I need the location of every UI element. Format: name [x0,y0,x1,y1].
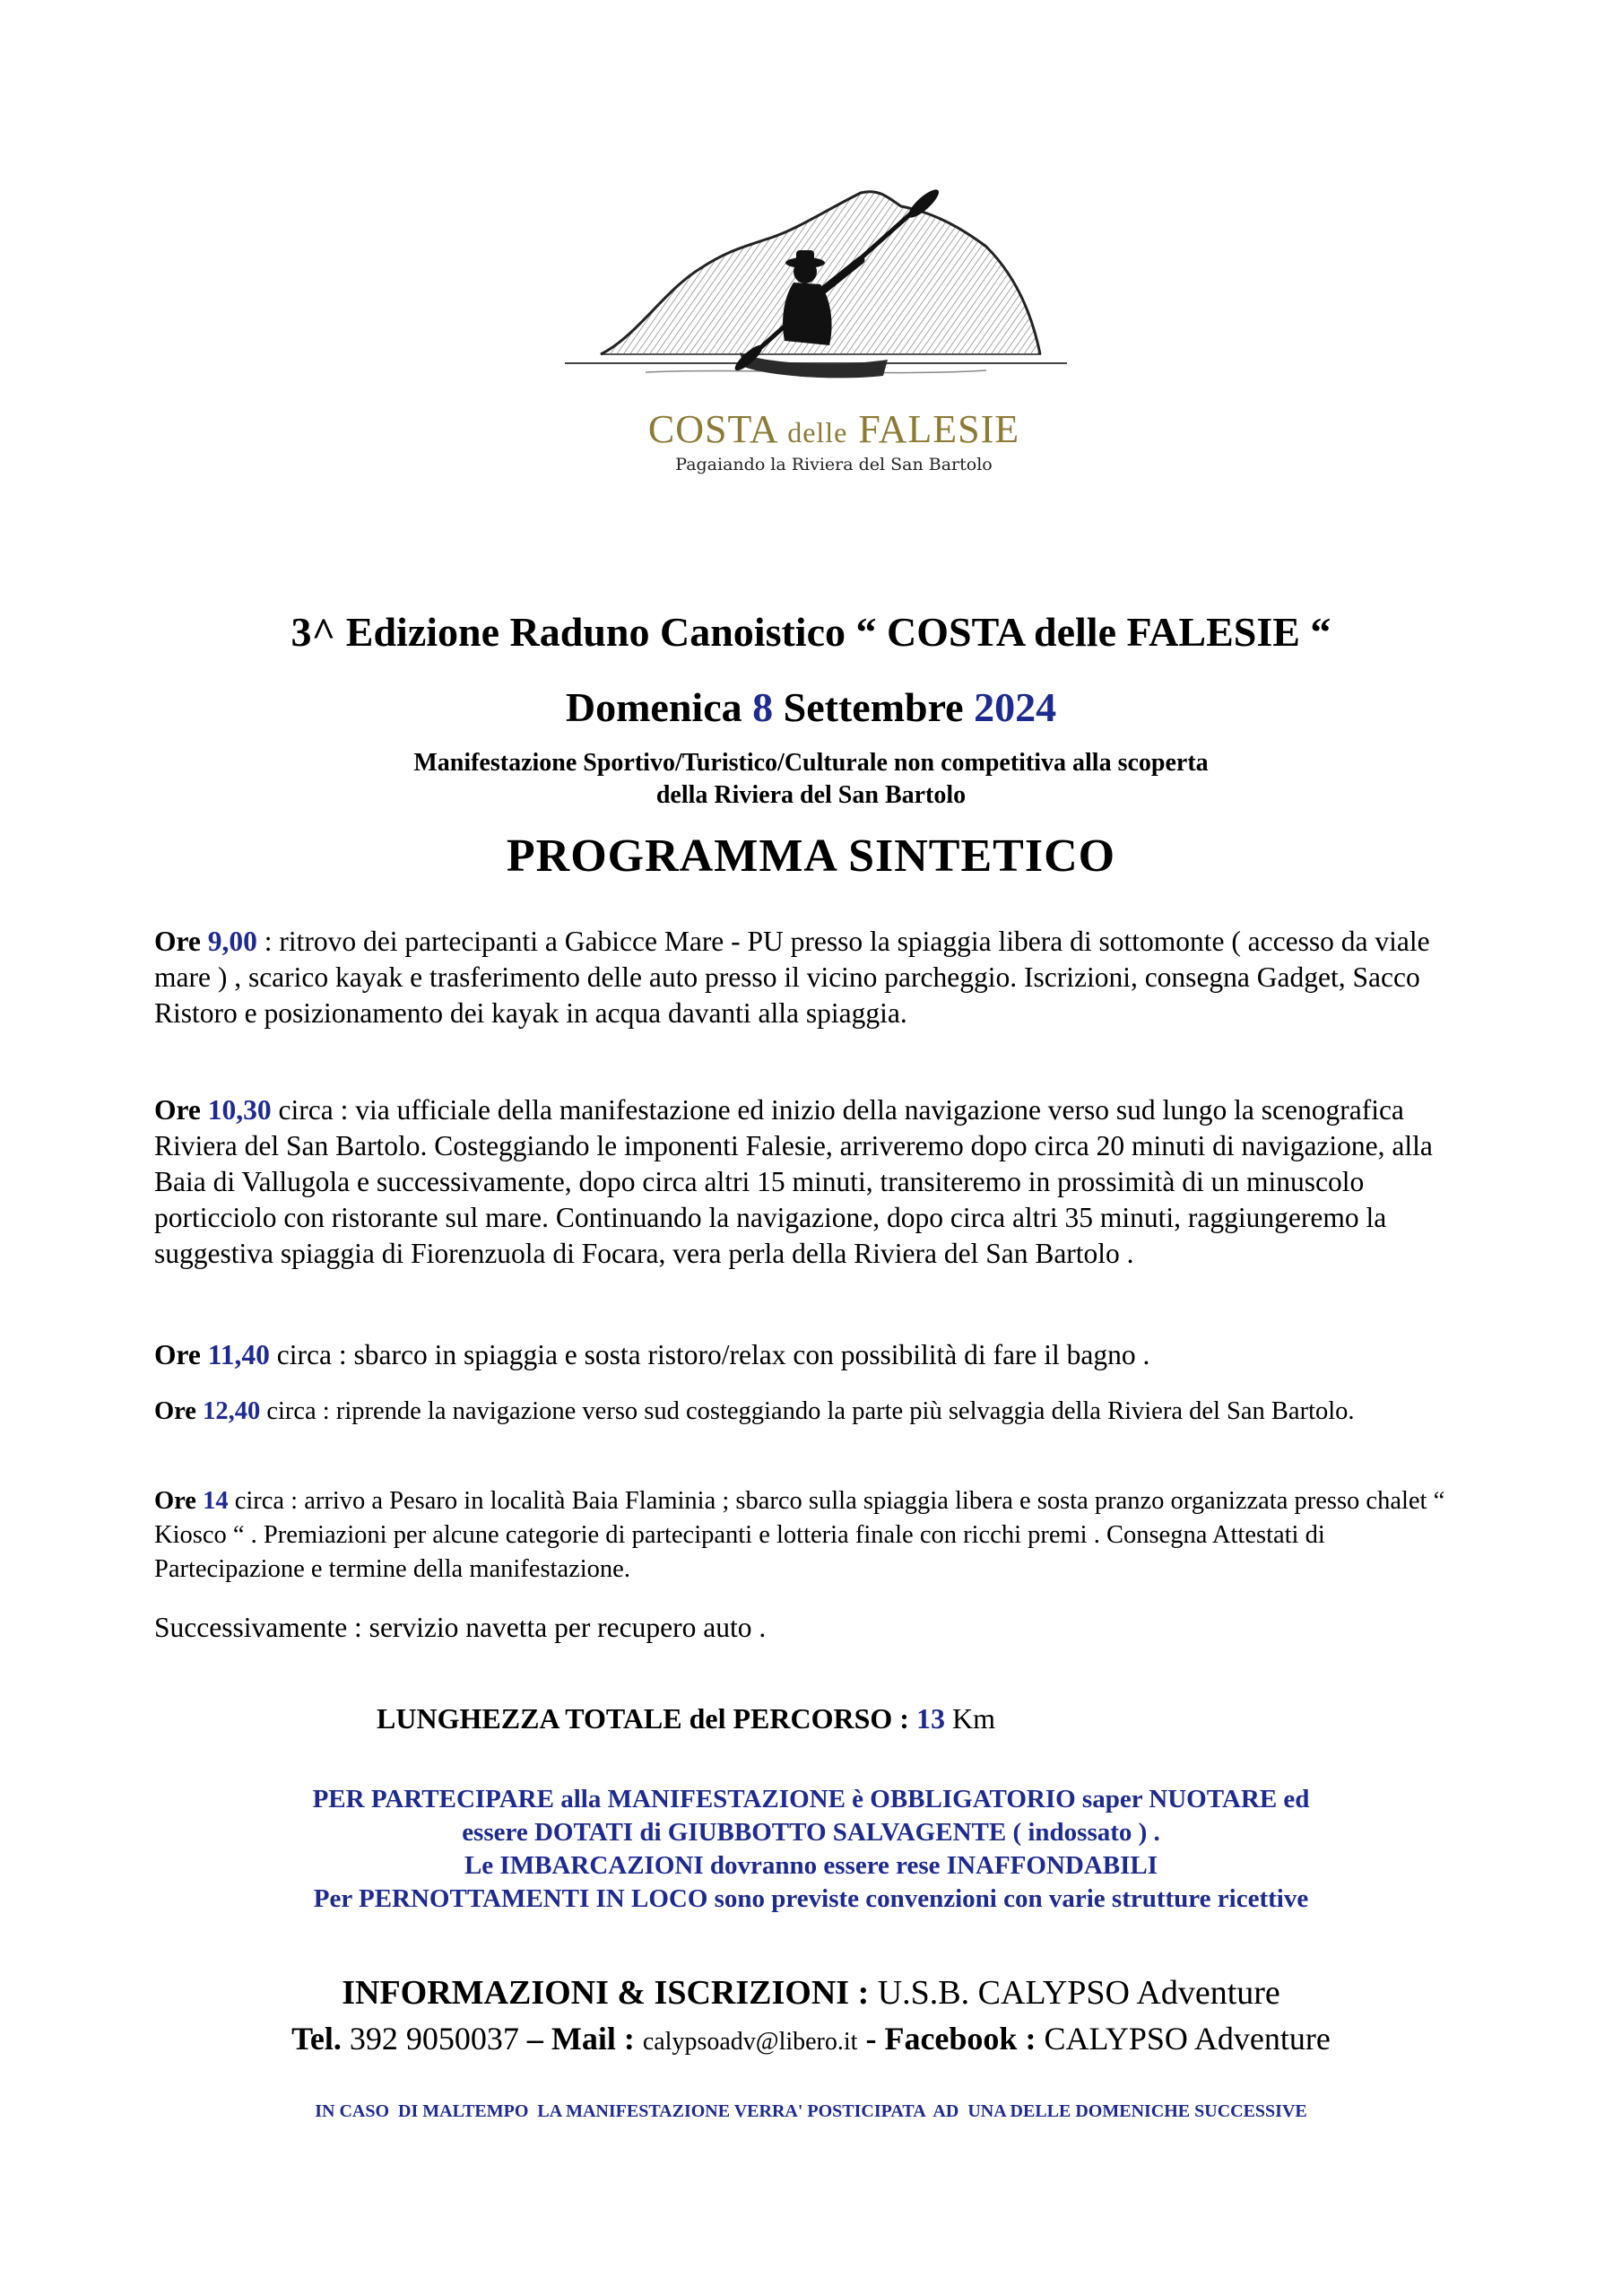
program-text: circa : sbarco in spiaggia e sosta ristoro/relax con possibilità di fare il bagno . [269,1339,1150,1370]
logo-title [601,406,1067,452]
edition-title: 3^ Edizione Raduno Canoistico “ COSTA delle FALESIE “ [291,609,1331,655]
info-label: INFORMAZIONI & ISCRIZIONI : [342,1974,870,2012]
notice-line: PER PARTECIPARE alla MANIFESTAZIONE è OBBLIGATORIO saper NUOTARE ed [312,1785,1310,1813]
tel-label: Tel. [291,2021,342,2057]
program-time: 9,00 [207,926,257,957]
program-time: 12,40 [203,1397,261,1425]
program-item [154,1092,1472,1272]
date-number: 8 [752,684,774,730]
program-prefix: Ore [154,1339,201,1370]
logo-subtitle: Pagaiando la Riviera del San Bartolo [675,455,993,474]
route-length-unit: Km [951,1702,995,1735]
program-prefix: Ore [154,1094,201,1126]
route-length-label: LUNGHEZZA TOTALE del PERCORSO : [377,1702,909,1735]
mail-address[interactable]: calypsoadv@libero.it [642,2028,858,2056]
facebook-page: CALYPSO Adventure [1044,2021,1331,2057]
contact-line: Tel. 392 9050037 – Mail : calypsoadv@libero.it - Facebook : CALYPSO Adventure [291,2021,1331,2057]
event-logo [565,184,1085,480]
program-item [154,1337,1472,1373]
kayaker-cliff-illustration-icon [565,184,1085,408]
logo-title-part1: COSTA [647,407,777,451]
notice-line: essere DOTATI di GIUBBOTTO SALVAGENTE ( indossato ) . [462,1818,1160,1847]
after-note: Successivamente : servizio navetta per recupero auto . [154,1612,767,1643]
notice-line: Per PERNOTTAMENTI IN LOCO sono previste convenzioni con varie strutture ricettive [313,1884,1309,1913]
facebook-label: Facebook : [884,2021,1037,2057]
description-line: della Riviera del San Bartolo [655,781,967,809]
notice-line: Le IMBARCAZIONI dovranno essere rese INAFFONDABILI [464,1851,1158,1880]
route-length [0,1702,1372,1735]
logo-title-part2: delle [787,416,848,448]
program-item [154,1395,1472,1429]
program-text: circa : riprende la navigazione verso sud costeggiando la parte più selvaggia della Riviera del San Bartolo. [260,1397,1355,1425]
date-year: 2024 [974,684,1057,730]
info-line [0,1973,1622,2013]
program-item [154,1484,1472,1587]
program-text: circa : via ufficiale della manifestazione ed inizio della navigazione verso sud lungo la scenografica Riviera del San Bartolo. Costeggiando le imponenti Falesie, arriveremo dopo circa 20 minuti di navigazione, alla Baia di Vallugola e successivamente, dopo circa altri 15 minuti, transiteremo in prossimità di un minuscolo porticciolo con ristorante sul mare. Continuando la navigazione, dopo circa altri 35 minuti, raggiungeremo la suggestiva spiaggia di Fiorenzuola di Focara, vera perla della Riviera del San Bartolo . [154,1094,1433,1269]
weather-notice: IN CASO DI MALTEMPO LA MANIFESTAZIONE VERRA' POSTICIPATA AD UNA DELLE DOMENICHE SUCCESSIVE [315,2101,1307,2121]
logo-title-part3: FALESIE [858,407,1020,451]
date-day: Domenica [565,684,742,730]
program-prefix: Ore [154,1487,196,1515]
requirements-notice [0,1783,1622,1916]
program-time: 11,40 [207,1339,270,1370]
event-description [0,747,1622,812]
program-prefix: Ore [154,1397,196,1425]
info-organization: U.S.B. CALYPSO Adventure [877,1974,1280,2012]
program-prefix: Ore [154,926,201,957]
program-title: PROGRAMMA SINTETICO [506,831,1116,882]
program-item [154,924,1472,1031]
description-line: Manifestazione Sportivo/Turistico/Culturale non competitiva alla scoperta [413,749,1209,777]
date-month: Settembre [783,684,964,730]
route-length-value: 13 [915,1702,945,1735]
program-text: circa : arrivo a Pesaro in località Baia Flaminia ; sbarco sulla spiaggia libera e sosta pranzo organizzata presso chalet “ Kiosco “ . Premiazioni per alcune categorie di partecipanti e lotteria finale con ricchi premi . Consegna Attestati di Partecipazione e termine della manifestazione. [154,1487,1445,1583]
program-time: 10,30 [207,1094,272,1126]
program-time: 14 [203,1487,229,1515]
program-text: : ritrovo dei partecipanti a Gabicce Mare - PU presso la spiaggia libera di sottomonte ( accesso da viale mare ) , scarico kayak e trasferimento delle auto presso il vicino parcheggio. Iscrizioni, consegna Gadget, Sacco Ristoro e posizionamento dei kayak in acqua davanti alla spiaggia. [154,926,1430,1029]
mail-label: Mail : [551,2021,635,2057]
event-date [0,683,1622,731]
tel-number: 392 9050037 [349,2021,519,2057]
